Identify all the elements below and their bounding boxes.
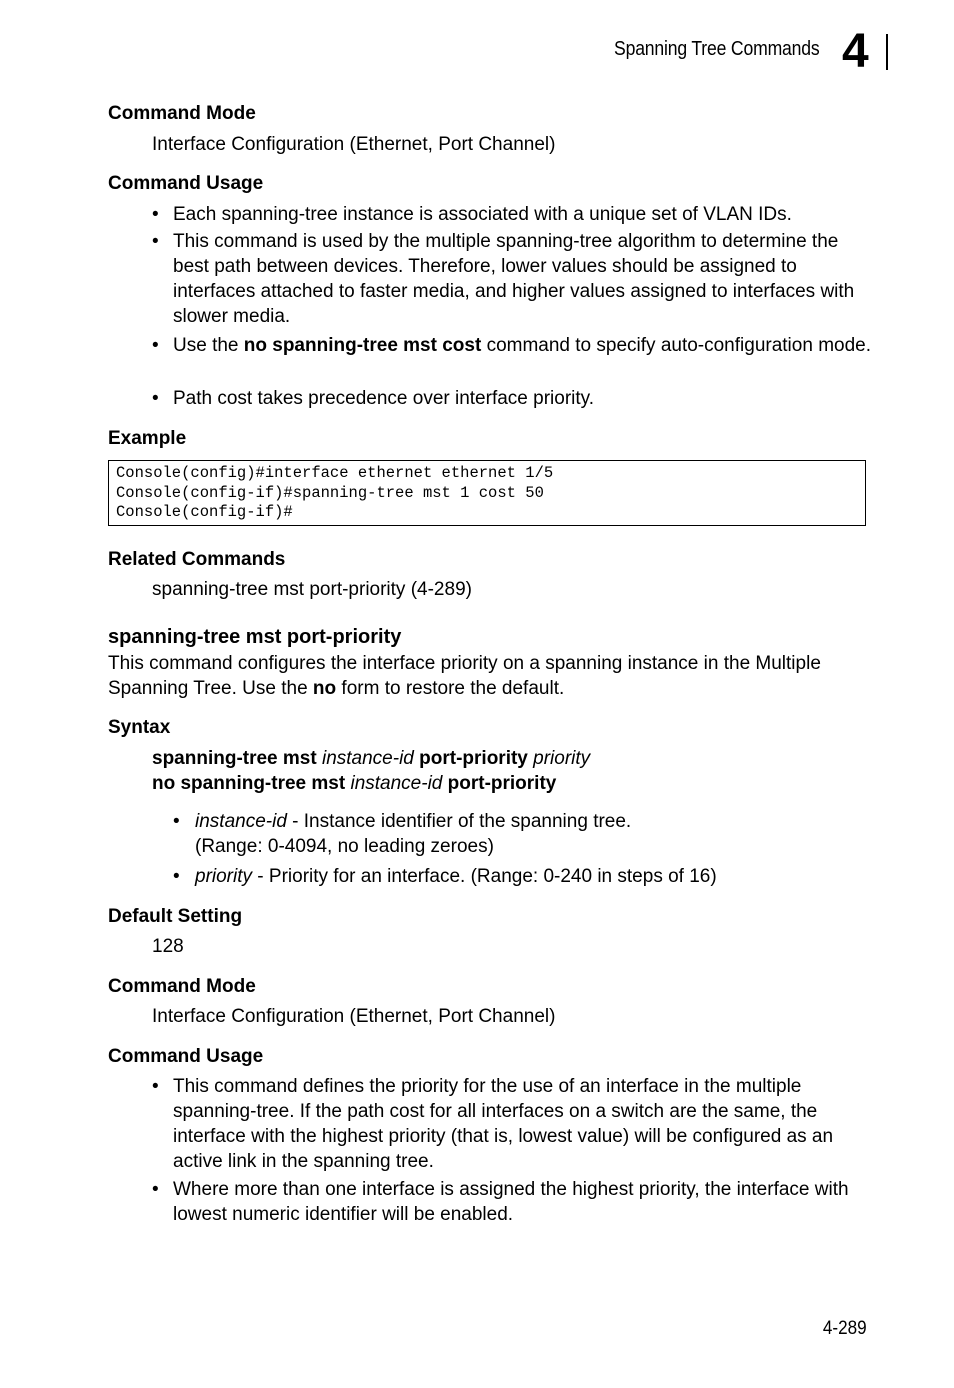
command-mode-heading: Command Mode [108,103,256,124]
command-mode-heading: Command Mode [108,976,256,997]
code-example-box [108,460,866,526]
bullet: • [152,1076,159,1097]
bullet: • [152,231,159,252]
bullet: • [152,1179,159,1200]
code-line: Console(config-if)# [116,503,293,521]
command-description: This command configures the interface priority on a spanning instance in the Multiple Spanning Tree. Use the no form to restore the default. [108,653,821,699]
chapter-divider [886,34,888,70]
chapter-number: 4 [842,25,869,78]
bullet: • [152,335,159,356]
default-setting-heading: Default Setting [108,906,243,927]
keyword-no: no [312,678,337,699]
syntax-heading: Syntax [108,717,171,738]
command-title: spanning-tree mst port-priority [108,626,402,648]
usage-item-text: Each spanning-tree instance is associated with a unique set of VLAN IDs. [173,204,792,225]
running-header: Spanning Tree Commands [614,38,820,60]
usage-item-text: Path cost takes precedence over interface priority. [173,388,595,409]
command-mode-text: Interface Configuration (Ethernet, Port Channel) [152,134,556,155]
syntax-line: spanning-tree mst instance-id port-priority priority [152,748,591,769]
command-usage-heading: Command Usage [108,1046,264,1067]
usage-item-text: Use the no spanning-tree mst cost command to specify auto-configuration mode. [173,335,872,356]
page-number: 4-289 [823,1318,867,1339]
code-line: Console(config-if)#spanning-tree mst 1 cost 50 [116,483,544,502]
example-heading: Example [108,428,187,449]
usage-item-text: Where more than one interface is assigned the highest priority, the interface with lowest numeric identifier will be enabled. [173,1179,849,1225]
related-command-text: spanning-tree mst port-priority (4-289) [152,579,472,600]
bullet: • [173,811,180,832]
parameter-name: instance-id [195,811,287,832]
related-commands-heading: Related Commands [108,549,286,570]
command-name: no spanning-tree mst cost [243,335,482,356]
code-line: Console(config)#interface ethernet ethernet 1/5 [116,464,554,482]
command-usage-heading: Command Usage [108,173,264,194]
default-setting-value: 128 [152,936,184,957]
parameter-name: priority [195,866,253,887]
bullet: • [173,866,180,887]
bullet: • [152,204,159,225]
syntax-line-no-form: no spanning-tree mst instance-id port-priority [152,773,557,794]
usage-item-text: This command defines the priority for the use of an interface in the multiple spanning-tree. If the path cost for all interfaces on a switch are the same, the interface with the highest priority (that is, lowest value) will be configured as an active link in the spanning tree. [173,1076,834,1172]
bullet: • [152,388,159,409]
command-mode-text: Interface Configuration (Ethernet, Port Channel) [152,1006,556,1027]
usage-item-text: This command is used by the multiple spanning-tree algorithm to determine the best path between devices. Therefore, lower values should be assigned to interfaces attached to faster media, and higher values assigned to interfaces with slower media. [173,231,855,327]
